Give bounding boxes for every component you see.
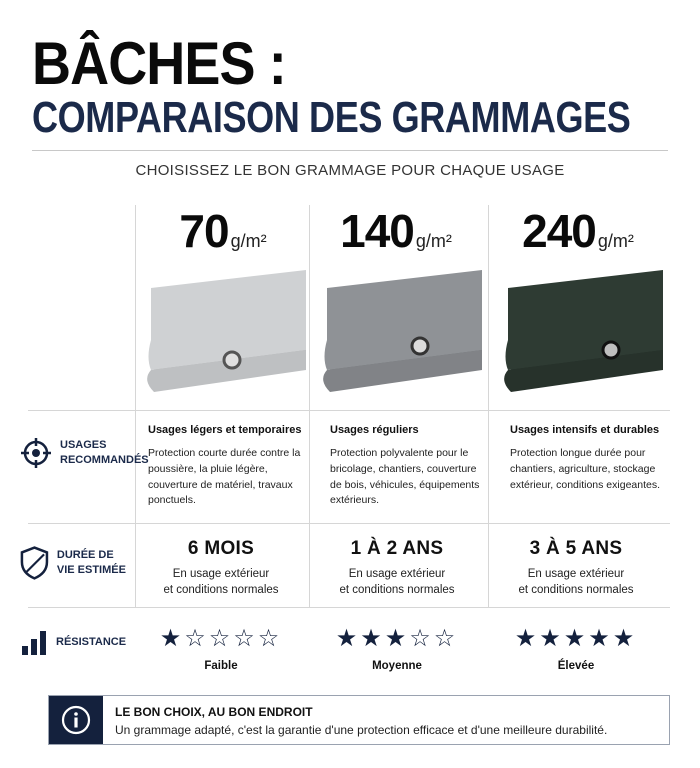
resistance-level: Élevée bbox=[557, 660, 595, 672]
weight-heading bbox=[310, 204, 482, 258]
duration-note: et conditions normales bbox=[163, 584, 279, 597]
info-title: LE BON CHOIX, AU BON ENDROIT bbox=[115, 705, 313, 719]
weight-heading bbox=[492, 204, 664, 258]
weight-unit: g/m² bbox=[230, 231, 267, 251]
column-divider bbox=[309, 205, 310, 608]
usage-cell bbox=[510, 424, 670, 493]
info-text: Un grammage adapté, c'est la garantie d'une protection efficace et d'une meilleure durabilité. bbox=[115, 723, 608, 737]
title-divider bbox=[32, 150, 668, 151]
info-badge bbox=[49, 696, 103, 744]
shield-icon bbox=[20, 545, 49, 581]
duration-cell bbox=[490, 538, 662, 598]
page-title-line2: COMPARAISON DES GRAMMAGES bbox=[32, 93, 631, 142]
usage-title: Usages réguliers bbox=[330, 424, 419, 436]
row-label-duration-text: DURÉE DE VIE ESTIMÉE bbox=[56, 549, 126, 576]
duration-note: et conditions normales bbox=[518, 584, 634, 597]
row-divider bbox=[28, 410, 670, 411]
usage-cell bbox=[148, 424, 308, 509]
weight-value: 140 bbox=[340, 205, 414, 257]
weight-value: 70 bbox=[179, 205, 229, 257]
rating-stars: ★★★★★ bbox=[514, 625, 638, 652]
duration-cell bbox=[135, 538, 307, 598]
row-divider bbox=[28, 523, 670, 524]
duration-note: En usage extérieur bbox=[348, 568, 446, 580]
row-divider bbox=[28, 607, 670, 608]
duration-value: 6 MOIS bbox=[187, 538, 255, 559]
rating-stars: ★★★☆☆ bbox=[335, 625, 459, 652]
row-label-resistance bbox=[20, 628, 130, 656]
duration-cell bbox=[311, 538, 483, 598]
info-box bbox=[48, 695, 670, 745]
row-label-usage-text: USAGES RECOMMANDÉS bbox=[60, 439, 149, 466]
resistance-level: Moyenne bbox=[372, 660, 422, 672]
usage-cell bbox=[330, 424, 490, 509]
weight-unit: g/m² bbox=[597, 231, 634, 251]
tarp-image bbox=[146, 270, 306, 400]
weight-value: 240 bbox=[522, 205, 596, 257]
page-title-line1: BÂCHES : bbox=[32, 30, 286, 97]
duration-value: 3 À 5 ANS bbox=[529, 538, 623, 559]
target-icon bbox=[20, 437, 52, 469]
row-label-resistance-text: RÉSISTANCE bbox=[56, 635, 127, 648]
resistance-level: Faible bbox=[204, 660, 238, 672]
weight-unit: g/m² bbox=[415, 231, 452, 251]
rating-stars: ★☆☆☆☆ bbox=[159, 625, 283, 652]
usage-title: Usages légers et temporaires bbox=[148, 424, 302, 436]
duration-note: En usage extérieur bbox=[172, 568, 270, 580]
info-icon bbox=[61, 705, 91, 735]
duration-note: En usage extérieur bbox=[527, 568, 625, 580]
usage-text: Protection courte durée contre la poussière, la pluie légère, couverture de matériel, travaux ponctuels. bbox=[148, 447, 301, 507]
signal-bars-icon bbox=[20, 628, 48, 656]
tarp-image bbox=[503, 270, 663, 400]
row-label-usage bbox=[20, 437, 149, 469]
tarp-image bbox=[322, 270, 482, 400]
row-label-duration bbox=[20, 545, 130, 581]
column-divider bbox=[488, 205, 489, 608]
page-subtitle: CHOISISSEZ LE BON GRAMMAGE POUR CHAQUE USAGE bbox=[135, 162, 565, 179]
duration-value: 1 À 2 ANS bbox=[350, 538, 444, 559]
weight-heading bbox=[137, 204, 309, 258]
duration-note: et conditions normales bbox=[339, 584, 455, 597]
usage-title: Usages intensifs et durables bbox=[510, 424, 660, 436]
usage-text: Protection longue durée pour chantiers, agriculture, stockage extérieur, conditions exigeantes. bbox=[510, 447, 661, 491]
usage-text: Protection polyvalente pour le bricolage, chantiers, couverture de bois, véhicules, équipements extérieurs. bbox=[330, 447, 480, 507]
